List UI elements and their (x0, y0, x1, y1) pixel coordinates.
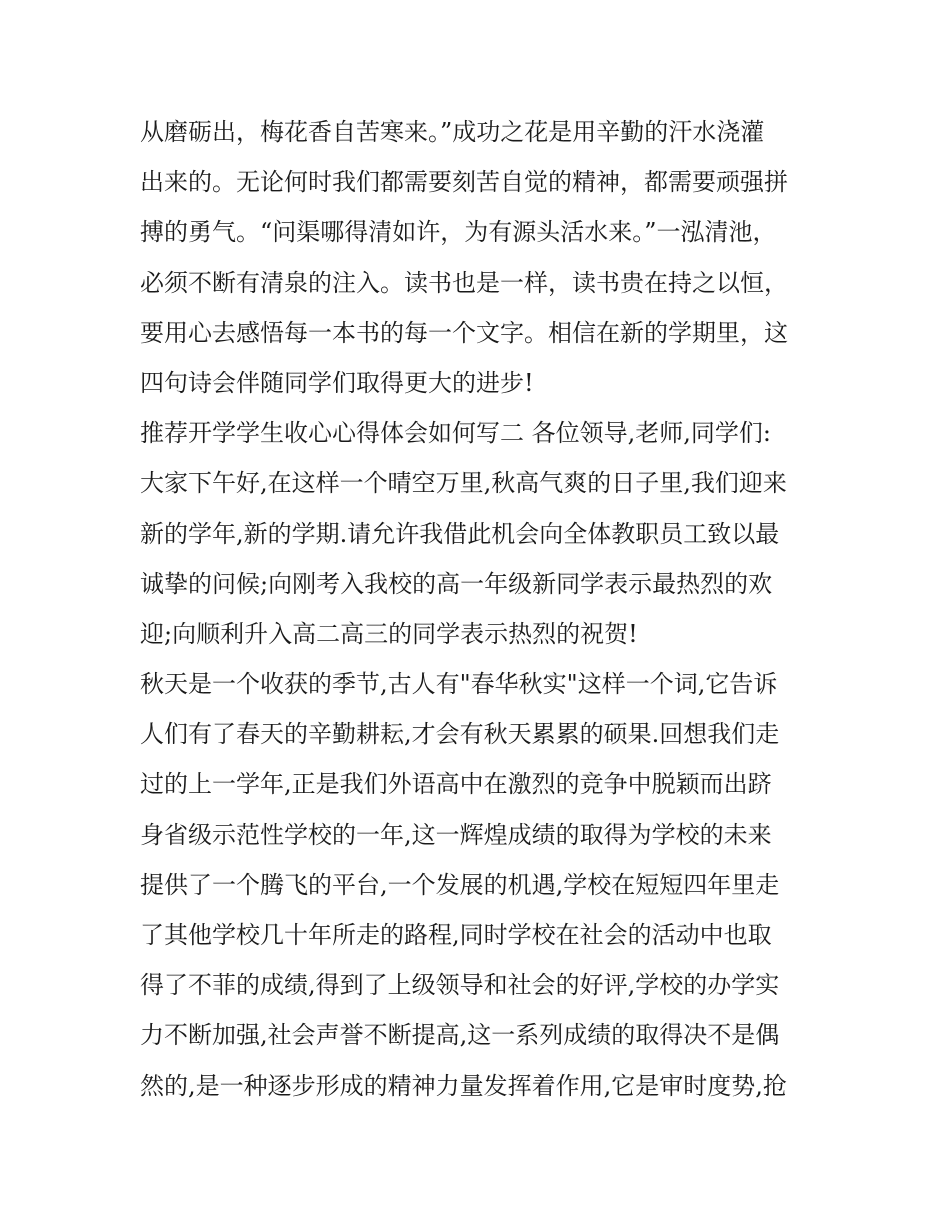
text-line: 得了不菲的成绩,得到了上级领导和社会的好评,学校的办学实 (140, 971, 780, 1000)
text-line: 要用心去感悟每一本书的每一个文字。相信在新的学期里，这 (140, 318, 788, 347)
text-line: 出来的。无论何时我们都需要刻苦自觉的精神，都需要顽强拼 (140, 168, 788, 197)
section-heading-line: 推荐开学学生收心心得体会如何写二 各位领导,老师,同学们: (140, 419, 771, 448)
text-line: 了其他学校几十年所走的路程,同时学校在社会的活动中也取 (140, 921, 772, 949)
text-line: 从磨砺出，梅花香自苦寒来。”成功之花是用辛勤的汗水浇灌 (140, 118, 765, 146)
text-line: 身省级示范性学校的一年,这一辉煌成绩的取得为学校的未来 (140, 820, 772, 849)
text-line: 迎;向顺利升入高二高三的同学表示热烈的祝贺! (140, 619, 638, 648)
text-line: 然的,是一种逐步形成的精神力量发挥着作用,它是审时度势,抢 (140, 1071, 787, 1100)
text-line: 过的上一学年,正是我们外语高中在激烈的竞争中脱颖而出跻 (140, 770, 772, 799)
text-line: 人们有了春天的辛勤耕耘,才会有秋天累累的硕果.回想我们走 (140, 720, 780, 749)
document-body (140, 107, 830, 1111)
text-line: 诚挚的问候;向刚考入我校的高一年级新同学表示最热烈的欢 (140, 569, 773, 598)
text-line: 大家下午好,在这样一个晴空万里,秋高气爽的日子里,我们迎来 (140, 469, 787, 498)
text-line: 新的学年,新的学期.请允许我借此机会向全体教职员工致以最 (140, 519, 780, 548)
text-line: 必须不断有清泉的注入。读书也是一样，读书贵在持之以恒， (140, 268, 788, 297)
text-line: 四句诗会伴随同学们取得更大的进步! (140, 368, 534, 397)
text-line: 秋天是一个收获的季节,古人有"春华秋实"这样一个词,它告诉 (140, 670, 778, 699)
text-line: 搏的勇气。“问渠哪得清如许，为有源头活水来。”一泓清池， (140, 218, 777, 247)
text-line: 提供了一个腾飞的平台,一个发展的机遇,学校在短短四年里走 (140, 870, 780, 899)
text-line: 力不断加强,社会声誉不断提高,这一系列成绩的取得决不是偶 (140, 1021, 780, 1050)
